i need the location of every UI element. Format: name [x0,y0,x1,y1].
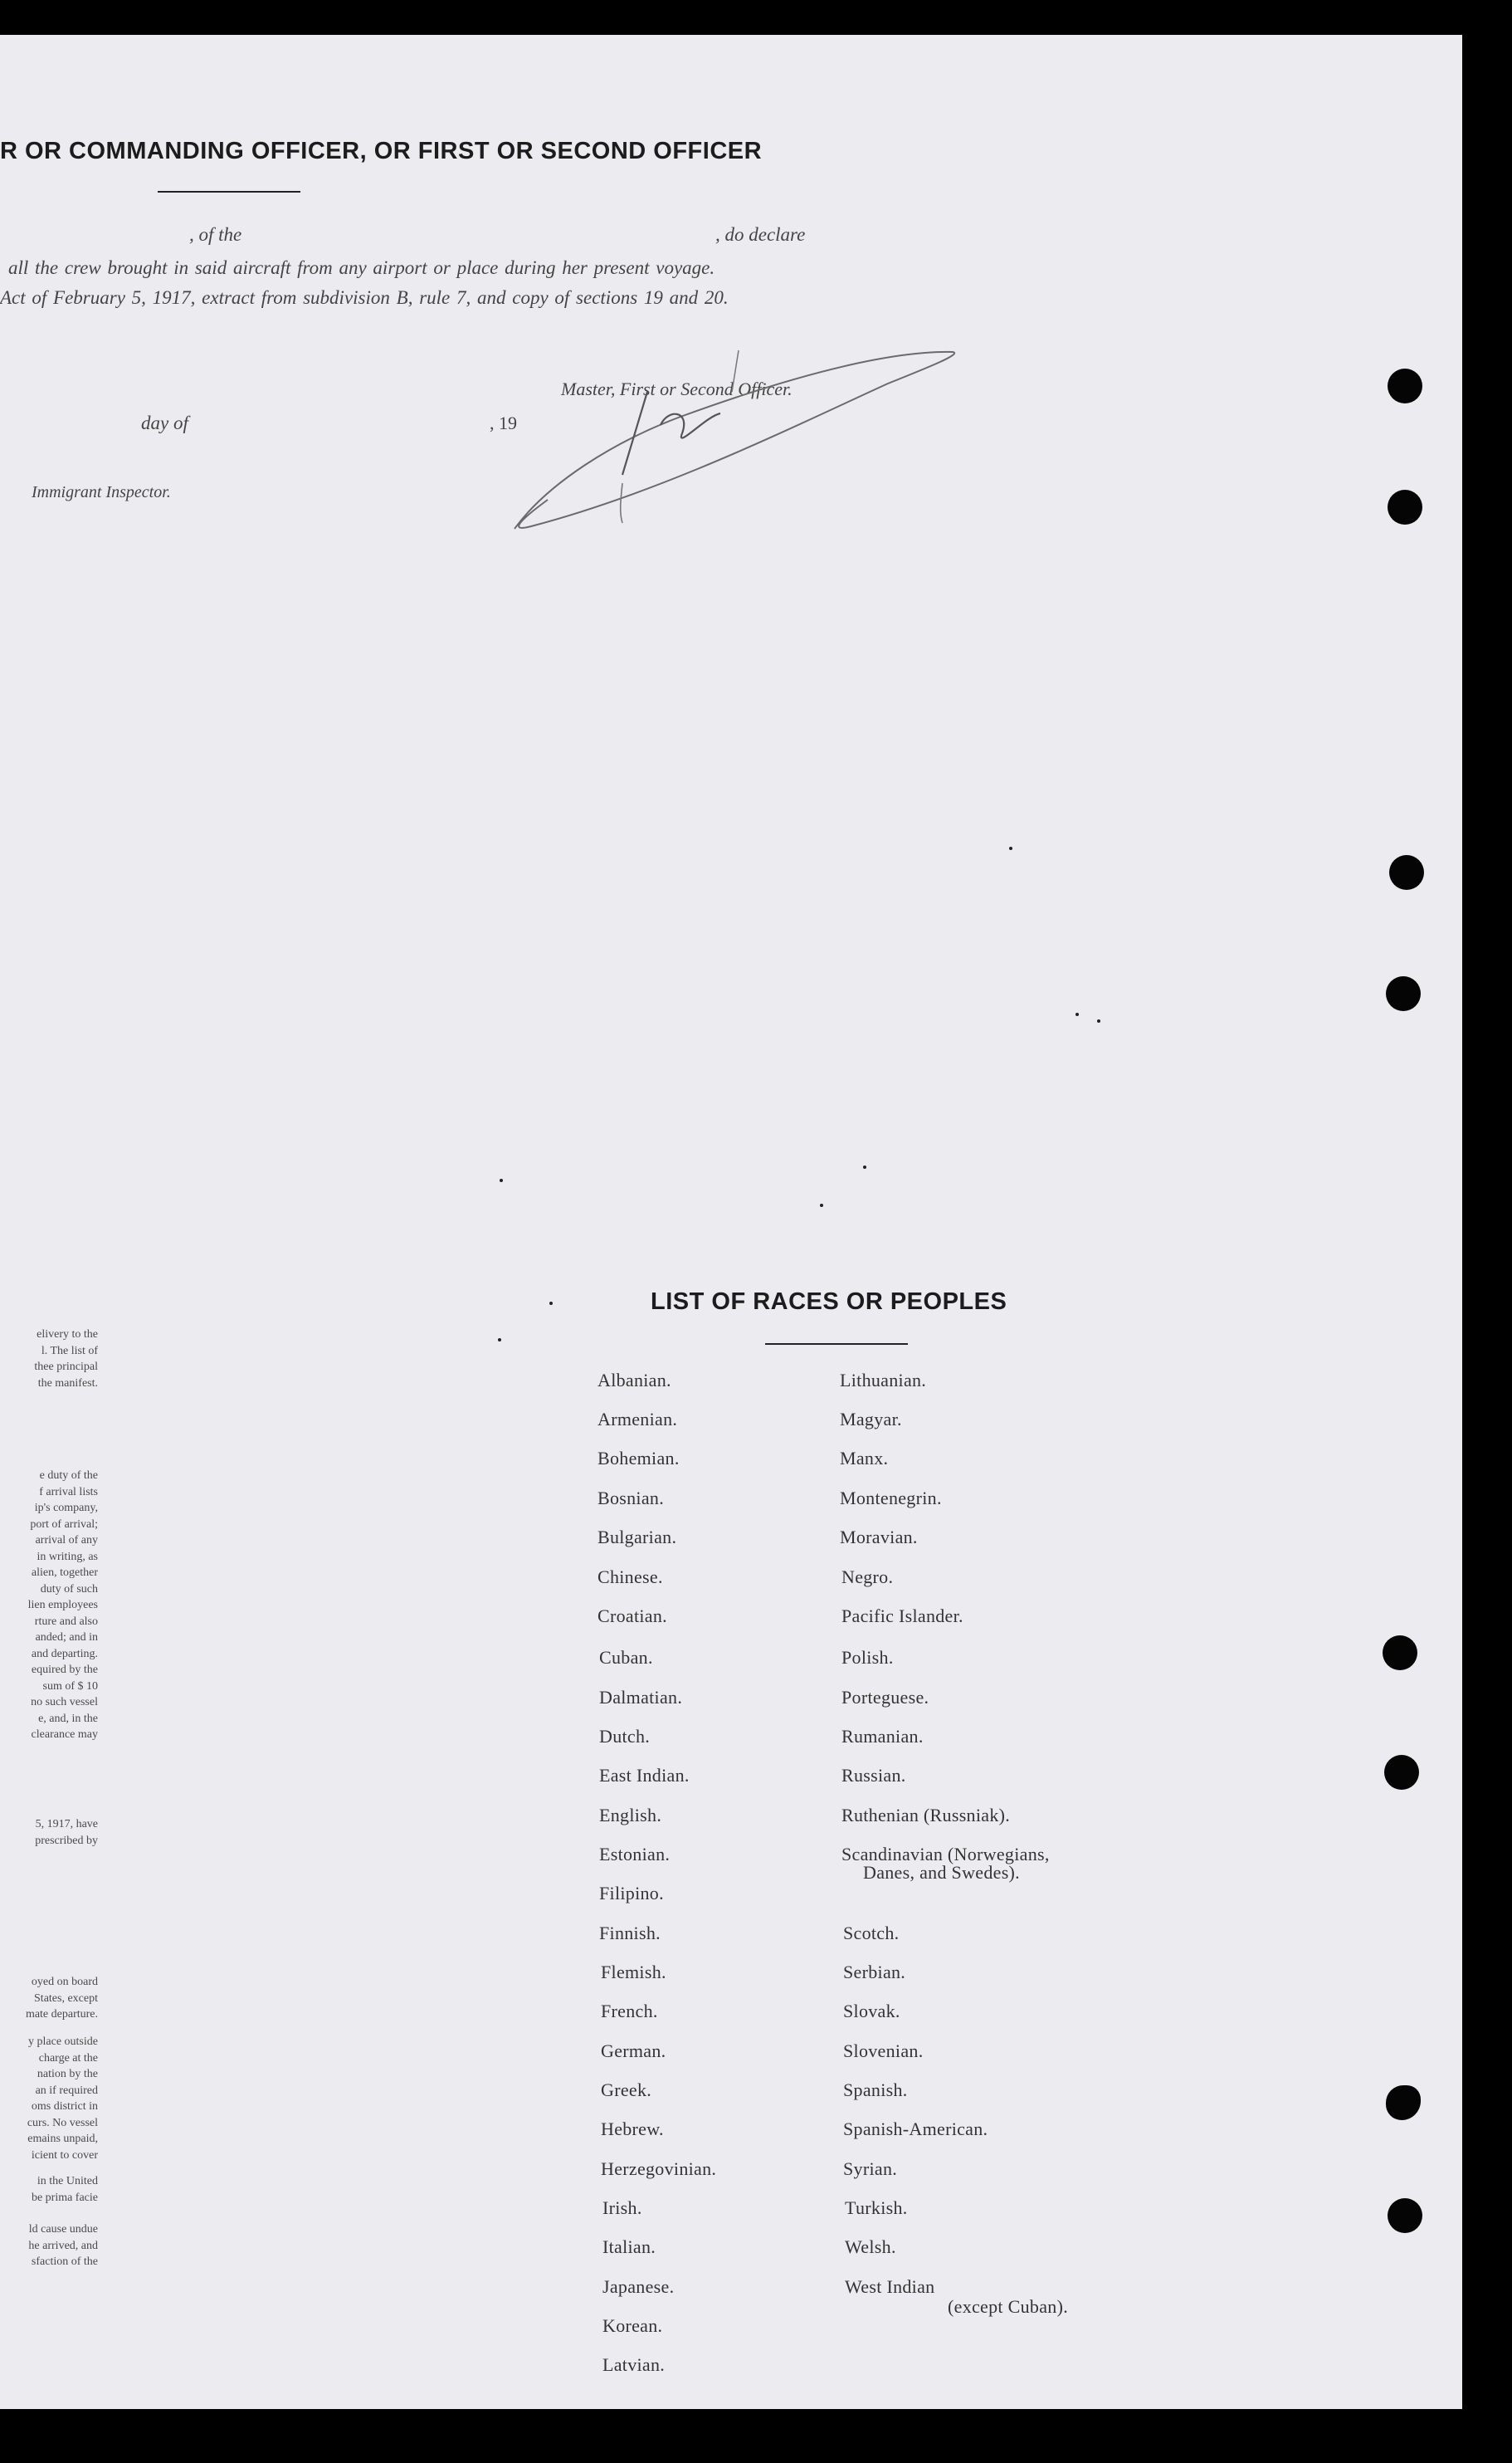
race-item: Hebrew. [601,2118,664,2139]
race-item: Magyar. [840,1409,902,1429]
race-item: Bosnian. [597,1488,665,1508]
year-prefix-label: , 19 [490,413,517,433]
binder-hole [1383,1635,1417,1670]
binder-hole [1388,369,1422,403]
race-item: Chinese. [597,1566,663,1587]
instruction-fragment: oyed on board States, except mate departure. [25,1976,98,2021]
race-item: English. [599,1805,662,1825]
binder-hole [1388,2198,1422,2233]
instruction-fragment: elivery to the l. The list of thee principal the manifest. [34,1328,98,1390]
binder-hole [1384,1755,1419,1790]
race-item: Pacific Islander. [841,1605,963,1626]
race-item: Manx. [840,1448,889,1469]
race-item: Armenian. [597,1409,678,1429]
binder-hole [1389,855,1424,890]
race-item: Scandinavian (Norwegians, [841,1844,1050,1864]
speck [498,1338,501,1341]
race-item: Moravian. [840,1527,918,1547]
race-item: Filipino. [599,1883,664,1903]
speck [1009,847,1012,850]
instruction-fragment: ld cause undue he arrived, and sfaction of the [28,2223,98,2268]
race-item: West Indian [845,2276,935,2297]
race-item: Montenegrin. [840,1488,942,1508]
declaration-title: R OR COMMANDING OFFICER, OR FIRST OR SECOND OFFICER [0,138,763,164]
race-item: Finnish. [599,1923,661,1943]
races-title: LIST OF RACES OR PEOPLES [651,1288,1007,1315]
title-underline [158,191,300,193]
race-item: Rumanian. [841,1726,924,1747]
race-item: Syrian. [843,2158,898,2179]
race-item: Russian. [841,1765,906,1786]
race-item: Slovenian. [843,2040,924,2061]
race-item: Dutch. [599,1726,651,1747]
race-item: Welsh. [845,2236,896,2257]
race-item: Japanese. [602,2276,675,2297]
speck [820,1204,823,1207]
race-item: Albanian. [597,1370,671,1390]
race-item: French. [601,2001,658,2021]
declaration-line-2: all the crew brought in said aircraft from any airport or place during her present voyage. [8,257,715,278]
race-item: Negro. [841,1566,894,1587]
race-item: Polish. [841,1647,894,1668]
race-item: Korean. [602,2315,663,2336]
instruction-fragment: y place outside charge at the nation by the an if required oms district in curs. No vessel emains unpaid, icient to cover [27,2035,98,2162]
race-item: Turkish. [845,2197,908,2218]
race-item: (except Cuban). [948,2296,1068,2317]
instruction-fragment: 5, 1917, have prescribed by [35,1818,98,1847]
race-item: Herzegovinian. [601,2158,717,2179]
binder-hole [1388,490,1422,525]
inspector-caption: Immigrant Inspector. [32,483,171,501]
speck [549,1302,553,1305]
speck [1075,1013,1079,1016]
race-item: Estonian. [599,1844,671,1864]
race-item: German. [601,2040,666,2061]
of-the-text: , of the [189,224,242,245]
race-item: Latvian. [602,2354,666,2375]
declaration-line-3: Act of February 5, 1917, extract from subdivision B, rule 7, and copy of sections 19 and 20. [0,287,729,308]
race-item: Serbian. [843,1962,906,1982]
speck [863,1166,866,1169]
instruction-fragment: e duty of the f arrival lists ip's company, port of arrival; arrival of any in writing, as alien, together duty of such lien employees rture and also anded; and in and departing. equired by the sum of $ 10 no such vessel e, and, in the clearance may [27,1469,98,1741]
race-item: Bulgarian. [597,1527,677,1547]
race-item: Porteguese. [841,1687,929,1708]
race-item: Spanish. [843,2079,908,2100]
race-item: Scotch. [843,1923,900,1943]
race-item: Slovak. [843,2001,900,2021]
race-item: Greek. [601,2079,652,2100]
speck [500,1179,503,1182]
instruction-fragment: in the United be prima facie [31,2175,98,2204]
race-item: Danes, and Swedes). [863,1862,1020,1883]
race-item: Ruthenian (Russniak). [841,1805,1011,1825]
binder-hole [1386,976,1421,1011]
race-item: Dalmatian. [599,1687,683,1708]
race-item: East Indian. [599,1765,690,1786]
race-item: Spanish-American. [843,2118,988,2139]
race-item: Bohemian. [597,1448,680,1469]
race-item: Croatian. [597,1605,667,1626]
race-item: Flemish. [601,1962,666,1982]
document-sheet [0,35,1462,2409]
declare-text: , do declare [715,224,806,245]
signature-caption: Master, First or Second Officer. [561,379,793,399]
races-title-underline [765,1343,908,1345]
race-item: Irish. [602,2197,642,2218]
binder-hole [1386,2085,1421,2120]
race-item: Cuban. [599,1647,653,1668]
handwritten-signature [498,334,963,541]
race-item: Italian. [602,2236,656,2257]
race-item: Lithuanian. [840,1370,927,1390]
day-of-label: day of [141,413,188,433]
speck [1097,1019,1100,1023]
